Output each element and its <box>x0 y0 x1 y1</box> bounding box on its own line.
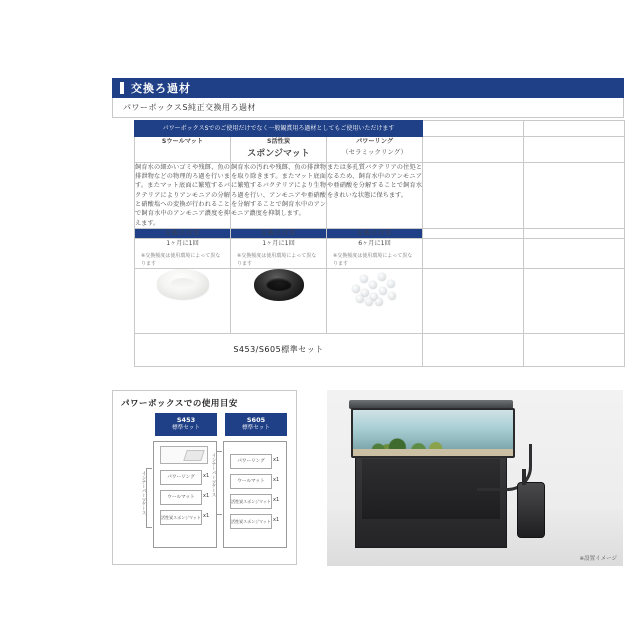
usage-media-s605-3: 活性炭スポンジマット <box>230 494 272 509</box>
usage-tank-lid-s453 <box>160 446 208 464</box>
table-top-note-blank-2 <box>524 121 625 137</box>
product-name-3 <box>327 137 423 163</box>
usage-media-s605-4: 活性炭スポンジマット <box>230 514 272 529</box>
cycle-value-2-text: 1ヶ月に1回 <box>262 240 295 248</box>
product-name-2-sub: スポンジマット <box>247 149 310 160</box>
cycle-value-2 <box>231 239 327 269</box>
table-row-set <box>135 334 625 367</box>
section-header <box>112 78 624 98</box>
usage-qty-s453-3: x1 <box>203 513 210 519</box>
installation-photo <box>327 390 623 566</box>
table-row-product-name <box>135 137 625 163</box>
table-top-note: パワーボックスSでのご使用だけでなく一般観賞用ろ過材としてもご使用いただけます <box>135 121 423 137</box>
product-name-2 <box>231 137 327 163</box>
cycle-value-blank-1 <box>423 239 524 269</box>
usage-media-s453-3: 活性炭スポンジマット <box>160 510 202 525</box>
usage-column-header-s605 <box>225 413 287 436</box>
usage-media-s605-2: ウールマット <box>230 474 272 489</box>
cycle-value-blank-2 <box>524 239 625 269</box>
product-desc-3: または多孔質バクテリアの住処となるため、飼育水中のアンモニアや亜硝酸を分解することで飼育水をきれいな状態に保ちます。 <box>327 162 423 228</box>
table-row-cycle-value <box>135 239 625 269</box>
usage-qty-s605-2: x1 <box>273 477 280 483</box>
cycle-value-1-text: 1ヶ月に1回 <box>166 240 199 248</box>
usage-bracket-label-s453: インナーパーツケース <box>141 471 146 515</box>
product-name-blank-2 <box>524 137 625 163</box>
product-name-3-main: パワーリング <box>356 138 394 145</box>
set-label: S453/S605標準セット <box>135 334 423 367</box>
cycle-value-3-text: 6ヶ月に1回 <box>358 240 391 248</box>
table-row-description <box>135 162 625 228</box>
product-desc-blank-2 <box>524 162 625 228</box>
usage-title: パワーボックスでの使用目安 <box>121 399 238 409</box>
table-top-note-blank-1 <box>423 121 524 137</box>
usage-qty-s453-2: x1 <box>203 493 210 499</box>
product-image-2 <box>231 269 327 334</box>
usage-bracket-line-s453 <box>146 468 152 528</box>
usage-column-model-s453: S453 <box>176 416 196 424</box>
product-name-blank-1 <box>423 137 524 163</box>
cycle-note-2: ※交換頻度は使用環境によって異なります <box>237 253 317 267</box>
usage-qty-s453-1: x1 <box>203 473 210 479</box>
cycle-value-3 <box>327 239 423 269</box>
usage-column-label-s605: 標準セット <box>242 425 270 432</box>
photo-filter-unit <box>517 482 545 538</box>
table-row-product-images <box>135 269 625 334</box>
cycle-label-1: 交換の目安 <box>135 228 231 238</box>
cycle-label-2: 交換の目安 <box>231 228 327 238</box>
usage-column-headers <box>155 413 287 436</box>
product-desc-2: 飼育水の汚れや残餌、魚の排泄物を取り除きます。またマット底面に繁殖するバクテリアにより生物ろ過を行い、アンモニアや亜硝酸を分解することで飼育水中のアンモニア濃度を抑制します。 <box>231 162 327 228</box>
section-subtitle-bar <box>112 98 624 118</box>
cycle-label-3: 交換の目安 <box>327 228 423 238</box>
usage-qty-s605-1: x1 <box>273 457 280 463</box>
usage-media-s453-2: ウールマット <box>160 490 202 505</box>
usage-column-header-s453 <box>155 413 217 436</box>
table-row-cycle-label <box>135 228 625 238</box>
usage-media-s453-1: パワーリング <box>160 470 202 485</box>
section-title: 交換ろ過材 <box>131 82 191 95</box>
wool-mat-icon <box>157 269 209 299</box>
usage-bracket-label-s605: インナーパーツケース <box>211 453 216 497</box>
set-blank-2 <box>524 334 625 367</box>
table-top-note-row <box>135 121 625 137</box>
product-image-3 <box>327 269 423 334</box>
cycle-note-3: ※交換頻度は使用環境によって異なります <box>333 253 413 267</box>
product-desc-1: 飼育水の細かいゴミや残餌、魚の排泄物などの物理的ろ過を行います。またマット底面に繁殖するバクテリアによりアンモニアの分解と硝酸塩への変換が行われることで飼育水中のアンモニア濃度を抑えます。 <box>135 163 230 227</box>
filter-media-table <box>134 120 625 367</box>
product-name-3-sub: （セラミックリング） <box>342 148 407 157</box>
product-desc-blank-1 <box>423 162 524 228</box>
usage-column-model-s605: S605 <box>246 416 266 424</box>
product-image-1 <box>135 269 231 334</box>
set-blank-1 <box>423 334 524 367</box>
usage-qty-s605-3: x1 <box>273 497 280 503</box>
usage-diagram <box>112 390 297 565</box>
section-subtitle: パワーボックスS純正交換用ろ過材 <box>123 103 256 112</box>
cycle-label-blank-1 <box>423 228 524 238</box>
usage-tank-s605 <box>223 441 287 548</box>
cycle-note-1: ※交換頻度は使用環境によって異なります <box>141 253 221 267</box>
product-image-blank-1 <box>423 269 524 334</box>
cycle-value-1 <box>135 239 231 269</box>
cycle-label-blank-2 <box>524 228 625 238</box>
usage-column-label-s453: 標準セット <box>172 425 200 432</box>
product-image-blank-2 <box>524 269 625 334</box>
photo-caption: ※設置イメージ <box>579 556 617 562</box>
product-name-1: Sウールマット <box>135 137 231 163</box>
usage-bracket-line-s605 <box>216 451 222 515</box>
usage-media-s605-1: パワーリング <box>230 454 272 469</box>
header-accent-bar <box>120 82 124 94</box>
usage-qty-s605-4: x1 <box>273 517 280 523</box>
product-name-2-main: S活性炭 <box>266 138 291 145</box>
carbon-sponge-mat-icon <box>254 269 304 301</box>
ceramic-ring-icon <box>348 269 402 303</box>
